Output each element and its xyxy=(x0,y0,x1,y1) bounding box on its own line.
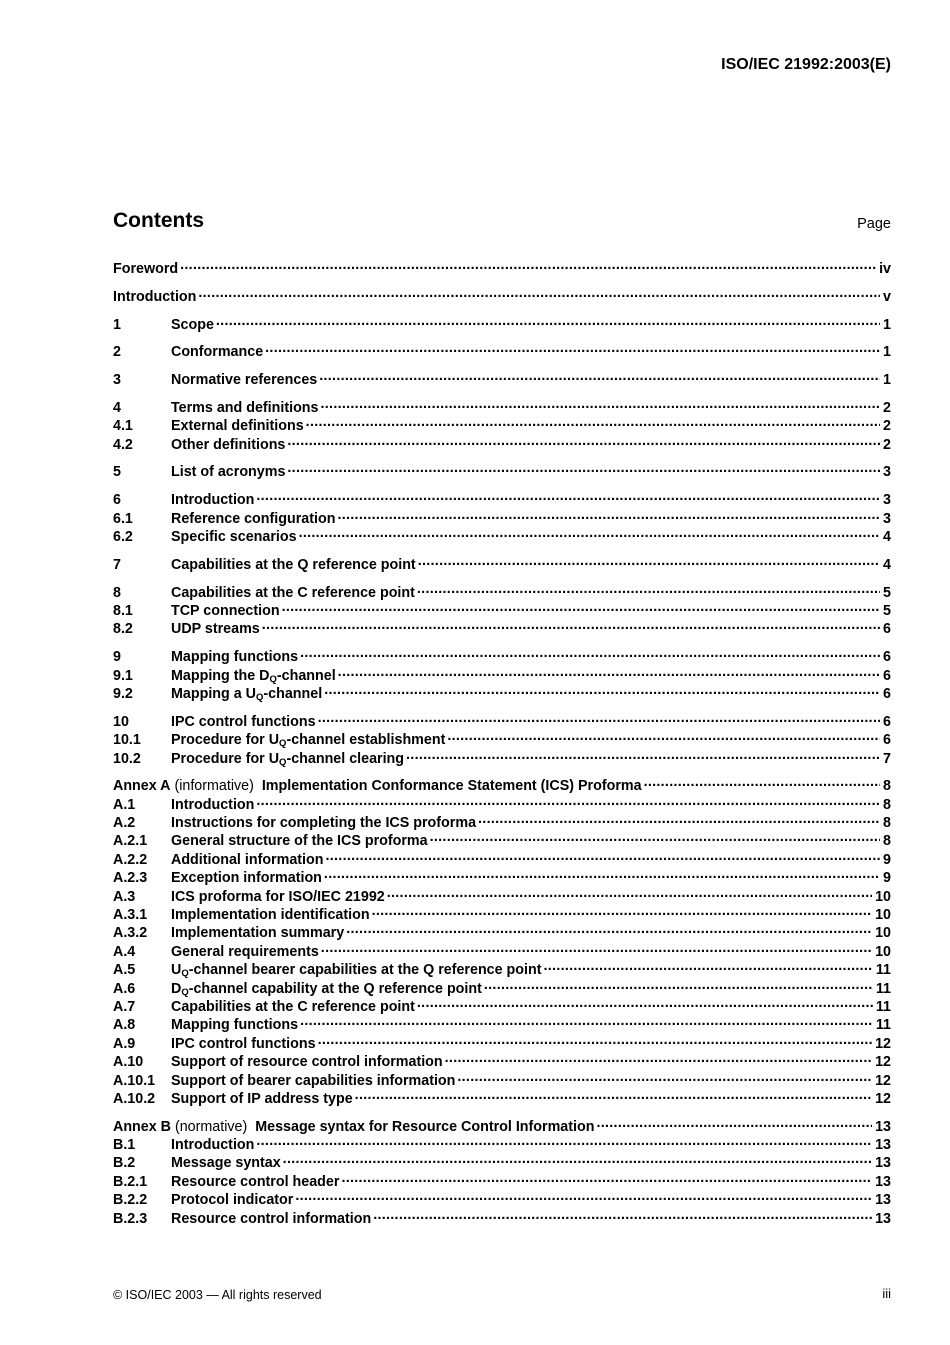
toc-entry-title-text: Implementation summary xyxy=(171,925,345,942)
toc-entry-page: 6 xyxy=(883,732,891,749)
toc-entry-title xyxy=(171,1073,455,1089)
toc-entry-title xyxy=(171,557,416,573)
toc-entry[interactable] xyxy=(113,601,891,619)
toc-entry-title-text: General requirements xyxy=(171,943,319,960)
toc-entry[interactable] xyxy=(113,1153,891,1171)
toc-entry[interactable] xyxy=(113,583,891,601)
footer-copyright: © ISO/IEC 2003 — All rights reserved xyxy=(113,1288,322,1302)
dot-leader xyxy=(346,923,872,937)
toc-entry-title xyxy=(171,1211,371,1227)
dot-leader xyxy=(418,555,880,569)
toc-entry[interactable] xyxy=(113,831,891,849)
toc-entry[interactable] xyxy=(113,647,891,665)
toc-entry-number: 3 xyxy=(113,372,121,389)
toc-entry[interactable] xyxy=(113,666,891,684)
toc-entry-title-text: Scope xyxy=(171,316,214,333)
toc-entry-number: B.2.1 xyxy=(113,1173,148,1190)
toc-entry-page: 12 xyxy=(875,1035,891,1052)
toc-entry-title-rest: Implementation Conformance Statement (ICS) Proforma xyxy=(253,778,642,795)
toc-entry-title-text: Mapping the D xyxy=(171,667,270,684)
toc-entry[interactable] xyxy=(113,795,891,813)
toc-entry-number: 7 xyxy=(113,556,121,573)
toc-entry-number: B.2.3 xyxy=(113,1210,148,1227)
toc-entry-page: 13 xyxy=(875,1192,891,1209)
dot-leader xyxy=(265,342,880,356)
toc-entry-title xyxy=(171,981,482,997)
toc-entry-title xyxy=(113,1119,594,1135)
toc-entry-page: 11 xyxy=(875,1017,891,1034)
toc-entry-page: 11 xyxy=(875,998,891,1015)
toc-entry-title-text: Implementation identification xyxy=(171,907,370,924)
toc-entry-page: 11 xyxy=(875,980,891,997)
toc-entry-page: 12 xyxy=(875,1072,891,1089)
toc-entry-title xyxy=(171,1192,293,1208)
toc-entry-title-text: Introduction xyxy=(171,492,255,509)
toc-entry[interactable] xyxy=(113,850,891,868)
toc-entry-title xyxy=(171,925,344,941)
toc-entry-title xyxy=(171,714,316,730)
toc-entry[interactable] xyxy=(113,1034,891,1052)
toc-entry-title xyxy=(171,437,285,453)
dot-leader xyxy=(300,1015,873,1029)
toc-entry-title-text: TCP connection xyxy=(171,602,280,619)
toc-entry[interactable] xyxy=(113,868,891,886)
toc-entry-number: A.5 xyxy=(113,962,136,979)
toc-entry-title xyxy=(171,317,214,333)
toc-entry[interactable] xyxy=(113,923,891,941)
toc-entry-title xyxy=(171,889,385,905)
toc-entry-annex-type: (informative) xyxy=(170,778,254,795)
toc-entry-title-text: Other definitions xyxy=(171,436,286,453)
toc-entry-page: 10 xyxy=(875,925,891,942)
toc-entry-number: 6.1 xyxy=(113,510,133,527)
toc-entry-number: A.10.2 xyxy=(113,1090,156,1107)
toc-entry-subscript: Q xyxy=(181,968,189,980)
toc-entry-title xyxy=(171,511,335,527)
toc-entry-number: 8 xyxy=(113,584,121,601)
toc-entry-title xyxy=(171,907,370,923)
toc-entry[interactable] xyxy=(113,1135,891,1153)
toc-entry-title-text: Capabilities at the C reference point xyxy=(171,998,415,1015)
toc-entry[interactable] xyxy=(113,1209,891,1227)
dot-leader xyxy=(283,1153,872,1167)
toc-entry-title-rest: -channel clearing xyxy=(286,750,405,767)
toc-entry-subscript: Q xyxy=(279,738,287,750)
toc-entry[interactable] xyxy=(113,1172,891,1190)
toc-entry-page: 2 xyxy=(883,436,891,453)
toc-entry-number: A.2.1 xyxy=(113,833,148,850)
toc-entry-number: 4.2 xyxy=(113,436,133,453)
dot-leader xyxy=(544,960,873,974)
toc-entry-page: 3 xyxy=(883,492,891,509)
toc-entry-number: A.2 xyxy=(113,815,136,832)
toc-entry-title xyxy=(171,372,317,388)
toc-entry-page: v xyxy=(883,288,891,305)
dot-leader xyxy=(417,583,880,597)
dot-leader xyxy=(256,1135,872,1149)
toc-entry-title-text: Introduction xyxy=(113,288,197,305)
toc-entry-page: 1 xyxy=(883,316,891,333)
toc-entry-number: 1 xyxy=(113,316,121,333)
dot-leader xyxy=(417,997,873,1011)
toc-entry-title xyxy=(171,833,428,849)
toc-entry-title xyxy=(171,1091,353,1107)
toc-entry-page: 5 xyxy=(883,584,891,601)
page-column-label: Page xyxy=(857,216,891,232)
toc-entry-page: 2 xyxy=(883,399,891,416)
toc-entry-number: A.10 xyxy=(113,1054,144,1071)
toc-entry-title xyxy=(113,778,642,794)
toc-entry-title xyxy=(171,344,263,360)
toc-entry-title-text: D xyxy=(171,980,182,997)
dot-leader xyxy=(287,435,880,449)
toc-entry-number: A.7 xyxy=(113,998,136,1015)
toc-entry-title-text: Terms and definitions xyxy=(171,399,319,416)
toc-entry-number: A.1 xyxy=(113,796,136,813)
toc-entry[interactable] xyxy=(113,942,891,960)
toc-entry-page: 6 xyxy=(883,621,891,638)
toc-entry-title-text: Resource control header xyxy=(171,1173,340,1190)
toc-entry[interactable] xyxy=(113,435,891,453)
toc-entry-page: 6 xyxy=(883,713,891,730)
toc-entry-title xyxy=(171,585,415,601)
toc-entry-number: A.3 xyxy=(113,888,136,905)
toc-entry-title-rest: -channel xyxy=(263,685,323,702)
toc-entry[interactable] xyxy=(113,1052,891,1070)
toc-entry[interactable] xyxy=(113,776,891,794)
toc-entry-title xyxy=(171,464,285,480)
toc-entry-title-rest: Message syntax for Resource Control Information xyxy=(247,1118,595,1135)
dot-leader xyxy=(262,619,880,633)
toc-entry-title-text: Capabilities at the Q reference point xyxy=(171,556,416,573)
toc-entry[interactable] xyxy=(113,416,891,434)
toc-entry-title-text: Mapping functions xyxy=(171,649,299,666)
toc-entry[interactable] xyxy=(113,887,891,905)
toc-entry-title-text: Support of resource control information xyxy=(171,1054,443,1071)
toc-entry[interactable] xyxy=(113,730,891,748)
toc-entry-page: 1 xyxy=(883,344,891,361)
dot-leader xyxy=(644,776,880,790)
toc-entry[interactable] xyxy=(113,287,891,305)
dot-leader xyxy=(319,370,880,384)
toc-entry-title-text: Introduction xyxy=(171,796,255,813)
toc-entry-number: 10 xyxy=(113,713,129,730)
toc-entry-number: A.6 xyxy=(113,980,136,997)
toc-entry-page: 2 xyxy=(883,418,891,435)
toc-entry-title xyxy=(171,686,322,702)
toc-entry-page: 13 xyxy=(875,1210,891,1227)
toc-entry-page: 9 xyxy=(883,870,891,887)
toc-entry-title-text: Procedure for U xyxy=(171,750,280,767)
toc-entry-page: 4 xyxy=(883,556,891,573)
toc-entry[interactable] xyxy=(113,555,891,573)
toc-entry-number: 9.2 xyxy=(113,685,133,702)
toc-entry-title xyxy=(171,815,476,831)
footer-page-number: iii xyxy=(882,1286,891,1301)
toc-entry-title xyxy=(171,668,336,684)
toc-entry[interactable] xyxy=(113,315,891,333)
toc-entry-number: A.8 xyxy=(113,1017,136,1034)
toc-entry[interactable] xyxy=(113,1015,891,1033)
toc-entry-title xyxy=(171,492,254,508)
toc-entry-title-text: U xyxy=(171,962,182,979)
toc-entry-title xyxy=(113,289,196,305)
toc-entry-page: 13 xyxy=(875,1118,891,1135)
dot-leader xyxy=(198,287,880,301)
toc-entry-title xyxy=(171,1054,443,1070)
toc-entry-page: 13 xyxy=(875,1155,891,1172)
toc-entry-title-text: IPC control functions xyxy=(171,713,316,730)
toc-entry-title-text: Foreword xyxy=(113,261,179,277)
dot-leader xyxy=(287,462,880,476)
toc-entry-subscript: Q xyxy=(256,691,264,703)
dot-leader xyxy=(596,1117,872,1131)
toc-entry-title xyxy=(171,999,415,1015)
dot-leader xyxy=(324,868,880,882)
toc-entry-page: 3 xyxy=(883,510,891,527)
dot-leader xyxy=(216,315,880,329)
toc-entry-title-text: Capabilities at the C reference point xyxy=(171,584,415,601)
toc-entry-number: 9 xyxy=(113,649,121,666)
dot-leader xyxy=(373,1209,872,1223)
document-id: ISO/IEC 21992:2003(E) xyxy=(721,56,891,73)
toc-entry-page: 10 xyxy=(875,907,891,924)
toc-entry[interactable] xyxy=(113,490,891,508)
dot-leader xyxy=(478,813,880,827)
toc-entry-title-text: List of acronyms xyxy=(171,464,286,481)
contents-title: Contents xyxy=(113,209,204,232)
toc-entry-number: 2 xyxy=(113,344,121,361)
toc-entry[interactable] xyxy=(113,960,891,978)
toc-entry[interactable] xyxy=(113,1089,891,1107)
toc-entry-page: 12 xyxy=(875,1090,891,1107)
toc-entry[interactable] xyxy=(113,370,891,388)
toc-entry-subscript: Q xyxy=(181,986,189,998)
toc-entry-title-text: Support of IP address type xyxy=(171,1090,353,1107)
toc-entry-page: 7 xyxy=(883,750,891,767)
toc-entry-number: A.3.1 xyxy=(113,907,148,924)
toc-entry-title-text: Message syntax xyxy=(171,1155,281,1172)
dot-leader xyxy=(338,666,880,680)
toc-entry[interactable] xyxy=(113,997,891,1015)
toc-entry-number: A.2.2 xyxy=(113,851,148,868)
toc-entry-number: 6.2 xyxy=(113,529,133,546)
toc-entry-title-text: Mapping a U xyxy=(171,685,256,702)
toc-entry-title xyxy=(113,261,178,277)
toc-entry-title-text: ICS proforma for ISO/IEC 21992 xyxy=(171,888,385,905)
dot-leader xyxy=(337,509,880,523)
toc-entry-number: B.1 xyxy=(113,1137,136,1154)
toc-entry-title xyxy=(171,400,319,416)
toc-entry-title xyxy=(171,852,323,868)
toc-entry-page: 1 xyxy=(883,372,891,389)
toc-entry-page: 5 xyxy=(883,602,891,619)
toc-entry-page: 8 xyxy=(883,833,891,850)
toc-entry-title-text: Support of bearer capabilities information xyxy=(171,1072,456,1089)
toc-entry-title-text: Annex B xyxy=(113,1118,171,1135)
toc-entry-number: B.2.2 xyxy=(113,1192,148,1209)
dot-leader xyxy=(306,416,880,430)
toc-entry-number: A.2.3 xyxy=(113,870,148,887)
toc-entry-title-text: Annex A xyxy=(113,778,171,795)
dot-leader xyxy=(341,1172,872,1186)
dot-leader xyxy=(318,1034,873,1048)
toc-entry[interactable] xyxy=(113,1117,891,1135)
toc-entry-annex-type: (normative) xyxy=(171,1118,248,1135)
toc-entry-title-text: Reference configuration xyxy=(171,510,336,527)
toc-entry-number: A.10.1 xyxy=(113,1072,156,1089)
dot-leader xyxy=(406,749,880,763)
toc-entry-number: A.4 xyxy=(113,943,136,960)
toc-entry-number: 10.1 xyxy=(113,732,141,749)
dot-leader xyxy=(457,1071,872,1085)
dot-leader xyxy=(387,887,872,901)
toc-entry-title xyxy=(171,1017,298,1033)
toc-entry-title-text: Mapping functions xyxy=(171,1017,299,1034)
toc-entry-page: 8 xyxy=(883,796,891,813)
toc-entry[interactable] xyxy=(113,712,891,730)
dot-leader xyxy=(447,730,880,744)
toc-entry[interactable] xyxy=(113,1071,891,1089)
toc-entry-page: 10 xyxy=(875,888,891,905)
toc-entry-page: 8 xyxy=(883,815,891,832)
dot-leader xyxy=(256,795,880,809)
toc-entry-title xyxy=(171,529,297,545)
dot-leader xyxy=(300,647,880,661)
toc-entry-number: 4.1 xyxy=(113,418,133,435)
toc-entry-page: 13 xyxy=(875,1173,891,1190)
toc-entry-title xyxy=(171,603,280,619)
toc-entry[interactable] xyxy=(113,462,891,480)
toc-entry[interactable] xyxy=(113,342,891,360)
dot-leader xyxy=(256,490,880,504)
toc-entry-title-rest: -channel bearer capabilities at the Q reference point xyxy=(188,962,542,979)
toc-entry-title-rest: -channel establishment xyxy=(286,732,446,749)
toc-entry-title xyxy=(171,962,542,978)
toc-entry-number: 8.1 xyxy=(113,602,133,619)
toc-entry-title xyxy=(171,418,304,434)
dot-leader xyxy=(295,1190,872,1204)
toc-entry-subscript: Q xyxy=(279,756,287,768)
dot-leader xyxy=(430,831,880,845)
toc-entry-title xyxy=(171,732,445,748)
toc-entry-title-text: External definitions xyxy=(171,418,304,435)
toc-entry[interactable] xyxy=(113,1190,891,1208)
toc-entry-title xyxy=(171,944,319,960)
toc-entry[interactable] xyxy=(113,684,891,702)
toc-entry-title xyxy=(171,1137,254,1153)
dot-leader xyxy=(324,684,880,698)
dot-leader xyxy=(445,1052,872,1066)
toc-entry-title-text: Specific scenarios xyxy=(171,529,297,546)
toc-entry[interactable] xyxy=(113,749,891,767)
toc-entry-subscript: Q xyxy=(269,673,277,685)
toc-entry-title-text: Exception information xyxy=(171,870,322,887)
toc-entry-title-text: Introduction xyxy=(171,1137,255,1154)
toc-entry-page: 3 xyxy=(883,464,891,481)
toc-entry-title-text: UDP streams xyxy=(171,621,260,638)
dot-leader xyxy=(299,527,880,541)
toc-entry-page: 13 xyxy=(875,1137,891,1154)
dot-leader xyxy=(321,942,872,956)
toc-entry[interactable] xyxy=(113,259,891,277)
toc-entry-title xyxy=(171,870,322,886)
dot-leader xyxy=(180,259,876,273)
toc-entry-page: 10 xyxy=(875,943,891,960)
toc-entry-title xyxy=(171,649,298,665)
toc-entry-title-text: Protocol indicator xyxy=(171,1192,294,1209)
table-of-contents xyxy=(113,259,891,1227)
toc-entry-title xyxy=(171,1174,339,1190)
toc-entry-page: 8 xyxy=(883,778,891,795)
toc-entry-title-text: Normative references xyxy=(171,372,318,389)
toc-entry-page: 4 xyxy=(883,529,891,546)
dot-leader xyxy=(325,850,880,864)
toc-entry[interactable] xyxy=(113,979,891,997)
toc-entry-page: 12 xyxy=(875,1054,891,1071)
toc-entry-title xyxy=(171,797,254,813)
toc-entry-number: 10.2 xyxy=(113,750,141,767)
dot-leader xyxy=(321,398,881,412)
toc-entry-title xyxy=(171,621,260,637)
dot-leader xyxy=(484,979,873,993)
toc-entry[interactable] xyxy=(113,905,891,923)
toc-entry-number: B.2 xyxy=(113,1155,136,1172)
toc-entry-title xyxy=(171,1155,281,1171)
toc-entry-title-text: Procedure for U xyxy=(171,732,280,749)
toc-entry-number: 9.1 xyxy=(113,667,133,684)
toc-entry-title-text: General structure of the ICS proforma xyxy=(171,833,428,850)
toc-entry-page: 6 xyxy=(883,685,891,702)
toc-entry-title xyxy=(171,751,404,767)
toc-entry-title-text: Additional information xyxy=(171,851,324,868)
toc-entry-number: 8.2 xyxy=(113,621,133,638)
dot-leader xyxy=(355,1089,872,1103)
toc-entry-title-text: IPC control functions xyxy=(171,1035,316,1052)
dot-leader xyxy=(318,712,880,726)
toc-entry-number: 6 xyxy=(113,492,121,509)
dot-leader xyxy=(372,905,873,919)
toc-entry-page: 11 xyxy=(875,962,891,979)
toc-entry-page: iv xyxy=(879,261,891,277)
toc-entry[interactable] xyxy=(113,509,891,527)
toc-entry[interactable] xyxy=(113,398,891,416)
toc-entry-title-text: Resource control information xyxy=(171,1210,372,1227)
toc-entry-title-text: Instructions for completing the ICS proforma xyxy=(171,815,477,832)
toc-entry-page: 6 xyxy=(883,667,891,684)
toc-entry[interactable] xyxy=(113,527,891,545)
toc-entry-title-rest: -channel xyxy=(276,667,336,684)
toc-entry-page: 6 xyxy=(883,649,891,666)
toc-entry-number: 5 xyxy=(113,464,121,481)
dot-leader xyxy=(282,601,880,615)
toc-entry[interactable] xyxy=(113,619,891,637)
toc-entry-number: 4 xyxy=(113,399,121,416)
toc-entry-title-rest: -channel capability at the Q reference point xyxy=(188,980,482,997)
toc-entry-number: A.3.2 xyxy=(113,925,148,942)
toc-entry-title-text: Conformance xyxy=(171,344,264,361)
toc-entry-number: A.9 xyxy=(113,1035,136,1052)
toc-entry[interactable] xyxy=(113,813,891,831)
toc-entry-page: 9 xyxy=(883,851,891,868)
toc-entry-title xyxy=(171,1036,316,1052)
